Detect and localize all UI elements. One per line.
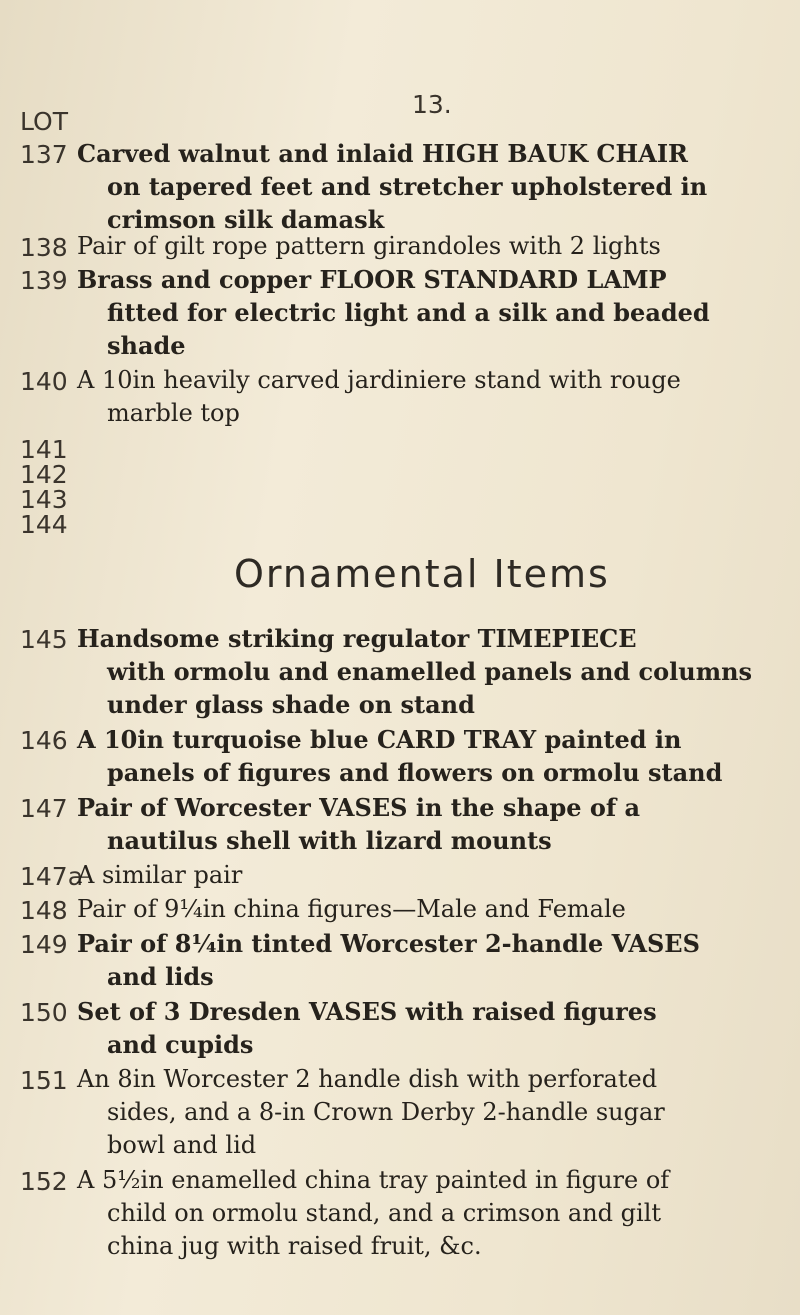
lot-number: 140 <box>20 367 68 396</box>
lot-number: 148 <box>20 896 68 925</box>
lot-description <box>77 263 789 362</box>
description-line: panels of figures and flowers on ormolu stand <box>107 758 723 787</box>
description-line: Carved walnut and inlaid HIGH BAUK CHAIR <box>77 139 688 168</box>
section-heading: Ornamental Items <box>234 552 610 596</box>
description-line: Handsome striking regulator TIMEPIECE <box>77 624 637 653</box>
lot-number: 142 <box>20 460 68 489</box>
lot-description <box>77 364 789 430</box>
description-line: child on ormolu stand, and a crimson and gilt <box>107 1199 662 1227</box>
description-line: Brass and copper FLOOR STANDARD LAMP <box>77 265 667 294</box>
lot-description <box>77 230 789 263</box>
lot-number: 146 <box>20 726 68 755</box>
description-line: Pair of gilt rope pattern girandoles with 2 lights <box>77 232 661 260</box>
lot-number: 149 <box>20 930 68 959</box>
description-line: on tapered feet and stretcher upholstered in <box>107 172 708 201</box>
lot-number: 137 <box>20 140 68 169</box>
description-line: marble top <box>107 399 240 427</box>
lot-description <box>77 137 789 236</box>
description-line: Set of 3 Dresden VASES with raised figures <box>77 997 657 1026</box>
lot-number: 150 <box>20 998 68 1027</box>
lot-description <box>77 1164 789 1263</box>
description-line: fitted for electric light and a silk and beaded <box>107 298 710 327</box>
description-line: and lids <box>107 962 214 991</box>
lot-description <box>77 893 789 926</box>
lot-description <box>77 791 789 857</box>
lot-description <box>77 859 789 892</box>
lot-number: 139 <box>20 266 68 295</box>
description-line: A similar pair <box>77 861 243 889</box>
lot-number: 138 <box>20 233 68 262</box>
lot-number: 151 <box>20 1066 68 1095</box>
description-line: Pair of 9¼in china figures—Male and Female <box>77 895 626 923</box>
description-line: A 10in heavily carved jardiniere stand with rouge <box>77 366 681 394</box>
description-line: with ormolu and enamelled panels and columns <box>107 657 753 686</box>
page-number: 13. <box>412 90 452 119</box>
lot-description <box>77 995 789 1061</box>
lot-number: 145 <box>20 625 68 654</box>
description-line: and cupids <box>107 1030 254 1059</box>
lot-number: 143 <box>20 485 68 514</box>
lot-number: 152 <box>20 1167 68 1196</box>
description-line: Pair of 8¼in tinted Worcester 2-handle VASES <box>77 929 700 958</box>
description-line: china jug with raised fruit, &c. <box>107 1232 482 1260</box>
description-line: sides, and a 8-in Crown Derby 2-handle sugar <box>107 1098 665 1126</box>
lot-number: 147a <box>20 862 84 891</box>
description-line: bowl and lid <box>107 1131 257 1159</box>
lot-description <box>77 622 789 721</box>
lot-description <box>77 927 789 993</box>
lot-number: 144 <box>20 510 68 539</box>
description-line: crimson silk damask <box>107 205 385 234</box>
description-line: Pair of Worcester VASES in the shape of a <box>77 793 641 822</box>
lot-column-header: LOT <box>20 107 68 136</box>
lot-description <box>77 723 789 789</box>
description-line: An 8in Worcester 2 handle dish with perforated <box>77 1065 658 1093</box>
description-line: nautilus shell with lizard mounts <box>107 826 552 855</box>
description-line: under glass shade on stand <box>107 690 475 719</box>
description-line: shade <box>107 331 186 360</box>
description-line: A 5½in enamelled china tray painted in figure of <box>77 1166 670 1194</box>
lot-number: 147 <box>20 794 68 823</box>
lot-description <box>77 1063 789 1162</box>
lot-number: 141 <box>20 435 68 464</box>
description-line: A 10in turquoise blue CARD TRAY painted in <box>77 725 682 754</box>
